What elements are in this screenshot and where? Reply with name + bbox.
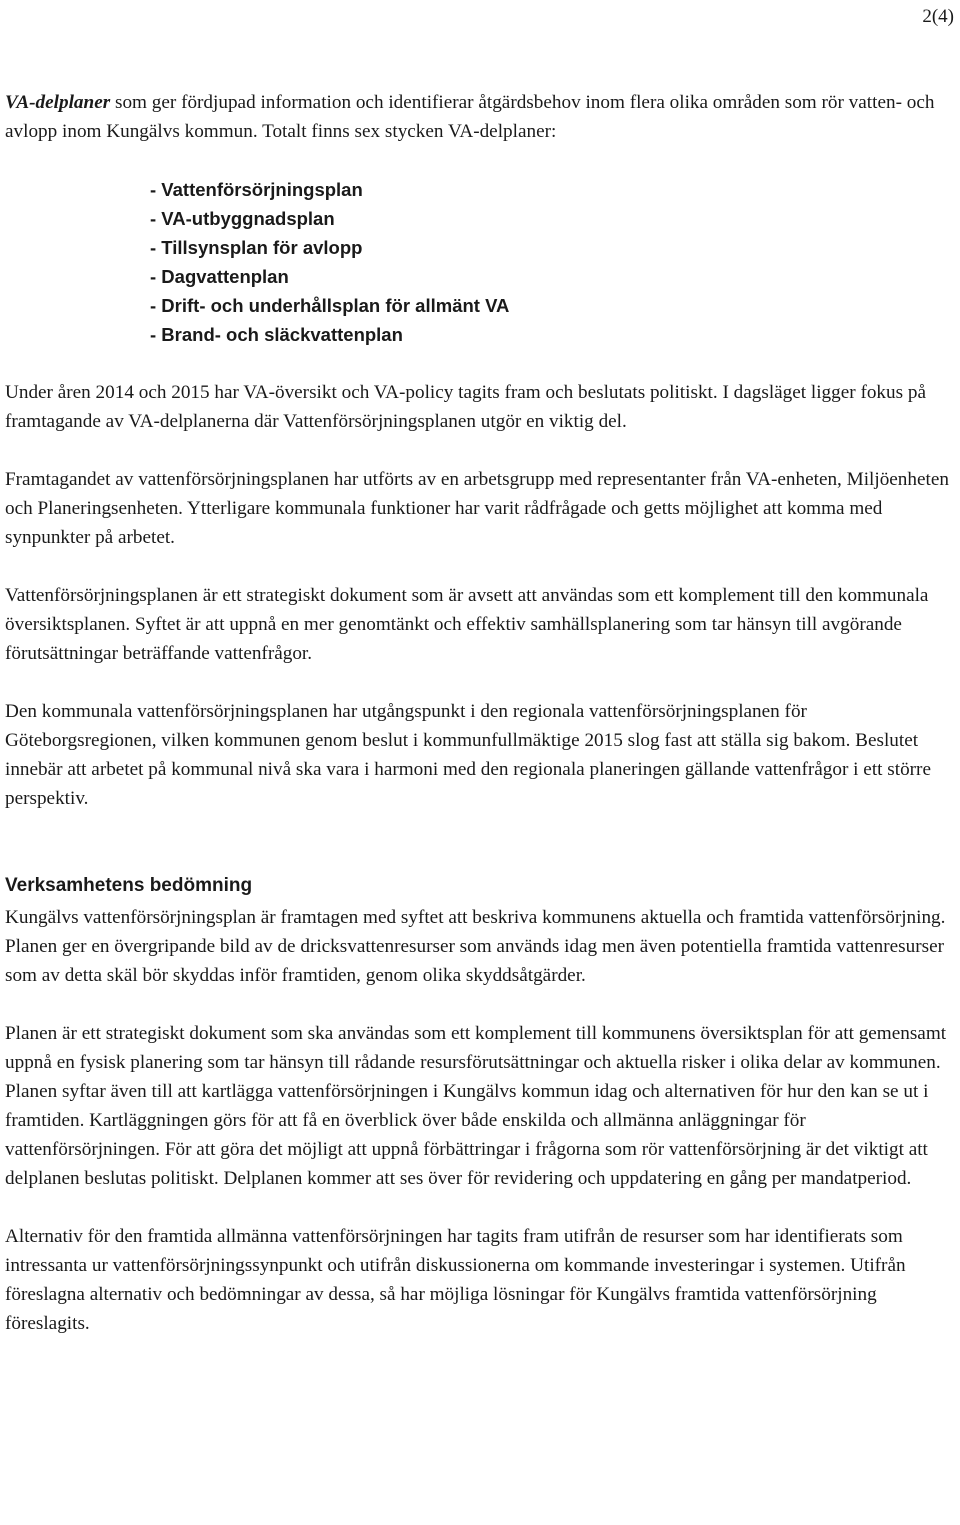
list-item: - VA-utbyggnadsplan <box>150 208 335 229</box>
paragraph: Framtagandet av vattenförsörjningsplanen har utförts av en arbetsgrupp med representanter från VA-enheten, Miljöenheten och Planeringsenheten. Ytterligare kommunala funktioner har varit rådfrågade och getts möjlighet att komma med synpunkter på arbetet. <box>5 469 949 548</box>
page-number: 2(4) <box>922 6 954 27</box>
intro-paragraph <box>5 88 955 146</box>
list-item: - Brand- och släckvattenplan <box>150 324 403 345</box>
section-paragraph: Alternativ för den framtida allmänna vattenförsörjningen har tagits fram utifrån de resurser som har identifierats som intressanta ur vattenförsörjningssynpunkt och utifrån diskussionerna om kommande investeringar i systemen. Utifrån föreslagna alternativ och bedömningar av dessa, så har möjliga lösningar för Kungälvs framtida vattenförsörjning föreslagits. <box>5 1226 906 1334</box>
plan-list <box>5 175 955 349</box>
paragraph: Vattenförsörjningsplanen är ett strategiskt dokument som är avsett att användas som ett komplement till den kommunala översiktsplanen. Syftet är att uppnå en mer genomtänkt och effektiv samhällsplanering som tar hänsyn till avgörande förutsättningar beträffande vattenfrågor. <box>5 585 929 664</box>
list-item: - Drift- och underhållsplan för allmänt VA <box>150 295 510 316</box>
section-paragraph: Kungälvs vattenförsörjningsplan är framtagen med syftet att beskriva kommunens aktuella och framtida vattenförsörjning. Planen ger en övergripande bild av de dricksvattenresurser som används idag men även potentiella framtida vattenresurser som av detta skäl bör skyddas inför framtiden, genom olika skyddsåtgärder. <box>5 907 946 986</box>
list-item: - Dagvattenplan <box>150 266 289 287</box>
list-item: - Vattenförsörjningsplan <box>150 179 363 200</box>
section-heading: Verksamhetens bedömning <box>5 875 253 896</box>
intro-term: VA-delplaner <box>5 92 111 113</box>
paragraph: Den kommunala vattenförsörjningsplanen har utgångspunkt i den regionala vattenförsörjningsplanen för Göteborgsregionen, vilken kommunen genom beslut i kommunfullmäktige 2015 slog fast att ställa sig bakom. Beslutet innebär att arbetet på kommunal nivå ska vara i harmoni med den regionala planeringen gällande vattenfrågor i ett större perspektiv. <box>5 701 931 809</box>
intro-text: som ger fördjupad information och identifierar åtgärdsbehov inom flera olika områden som rör vatten- och avlopp inom Kungälvs kommun. Totalt finns sex stycken VA-delplaner: <box>5 92 935 142</box>
paragraph: Under åren 2014 och 2015 har VA-översikt och VA-policy tagits fram och beslutats politiskt. I dagsläget ligger fokus på framtagande av VA-delplanerna där Vattenförsörjningsplanen utgör en viktig del. <box>5 382 926 432</box>
document-body <box>5 88 955 1367</box>
list-item: - Tillsynsplan för avlopp <box>150 237 363 258</box>
section-paragraph: Planen är ett strategiskt dokument som ska användas som ett komplement till kommunens översiktsplan för att gemensamt uppnå en fysisk planering som tar hänsyn till rådande resursförutsättningar och aktuella risker i olika delar av kommunen. Planen syftar även till att kartlägga vattenförsörjningen i Kungälvs kommun idag och alternativen för hur den kan se ut i framtiden. Kartläggningen görs för att få en överblick över både enskilda och allmänna anläggningar för vattenförsörjningen. För att göra det möjligt att uppnå förbättringar i frågorna som rör vattenförsörjning är det viktigt att delplanen beslutas politiskt. Delplanen kommer att ses över för revidering och uppdatering en gång per mandatperiod. <box>5 1023 947 1189</box>
